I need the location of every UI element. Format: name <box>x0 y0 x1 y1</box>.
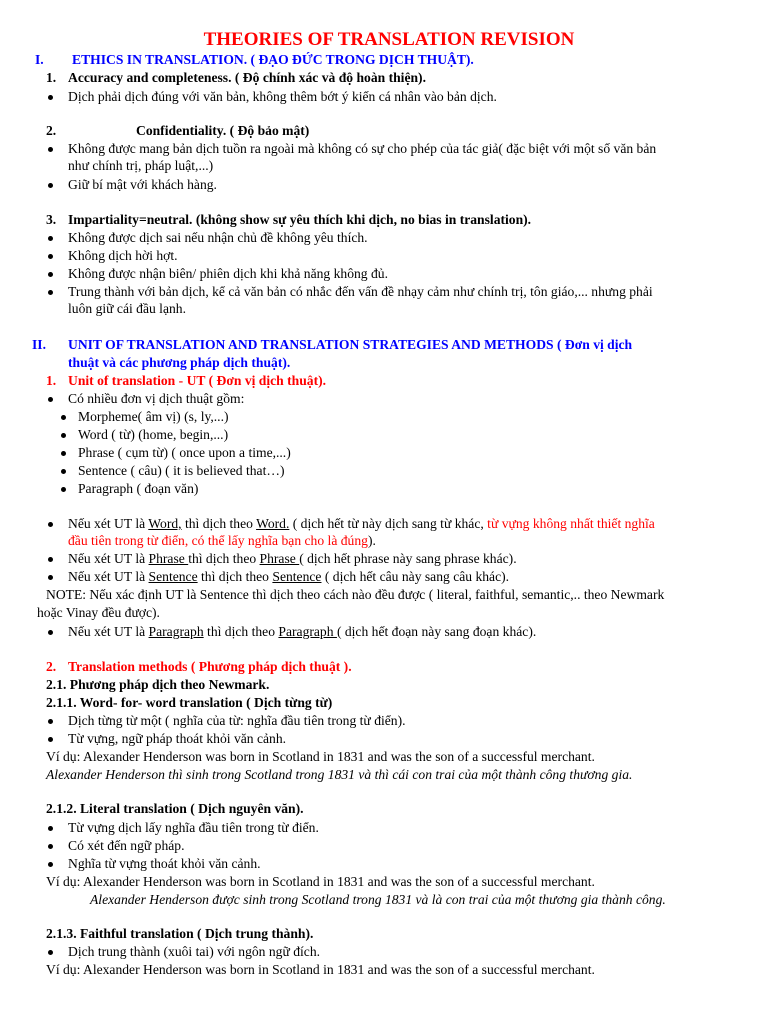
list-item: Không dịch hời hợt. <box>68 248 178 263</box>
bullet <box>48 254 53 259</box>
list-item: Dịch trung thành (xuôi tai) với ngôn ngữ đích. <box>68 944 321 959</box>
page-title: THEORIES OF TRANSLATION REVISION <box>203 29 575 50</box>
note: NOTE: Nếu xác định UT là Sentence thì dịch theo cách nào đều được ( literal, faithful, semantic,.. theo Newmark <box>46 587 665 602</box>
list-item-continuation: như chính trị, pháp luật,...) <box>68 158 214 173</box>
list-item: Không được dịch sai nếu nhận chủ đề không yêu thích. <box>68 230 368 245</box>
unit-item-word: Word ( từ) (home, begin,...) <box>78 427 229 442</box>
note-continuation: hoặc Vinay đều được). <box>37 605 160 620</box>
bullet <box>61 451 66 456</box>
example-translation: Alexander Henderson thì sinh trong Scotland trong 1831 và thì cái con trai của một thành công thương gia. <box>46 767 633 782</box>
bullet <box>48 950 53 955</box>
bullet <box>48 826 53 831</box>
list-item: Giữ bí mật với khách hàng. <box>68 177 217 192</box>
bullet <box>48 147 53 152</box>
list-item: Dịch từng từ một ( nghĩa của từ: nghĩa đầu tiên trong từ điển). <box>68 713 406 728</box>
bullet <box>48 290 53 295</box>
unit-intro: Có nhiều đơn vị dịch thuật gồm: <box>68 391 245 406</box>
list-item: Không được nhận biên/ phiên dịch khi khả năng không đủ. <box>68 266 388 281</box>
bullet <box>48 236 53 241</box>
list-item: Dịch phải dịch đúng với văn bản, không thêm bớt ý kiến cá nhân vào bản dịch. <box>68 89 497 104</box>
item-1-heading: Accuracy and completeness. ( Độ chính xác và độ hoàn thiện). <box>68 70 426 85</box>
list-item-continuation: luôn giữ cái đầu lạnh. <box>68 301 186 316</box>
list-item: Trung thành với bản dịch, kể cả văn bản có nhắc đến vấn đề nhạy cảm như chính trị, tôn giáo,... nhưng phải <box>68 284 653 299</box>
bullet <box>61 433 66 438</box>
bullet <box>48 844 53 849</box>
bullet <box>48 397 53 402</box>
bullet <box>48 719 53 724</box>
unit-item-sentence: Sentence ( câu) ( it is believed that…) <box>78 463 285 478</box>
newmark-subheading: 2.1. Phương pháp dịch theo Newmark. <box>46 677 270 692</box>
bullet <box>48 575 53 580</box>
faithful-heading: 2.1.3. Faithful translation ( Dịch trung thành). <box>46 926 314 941</box>
item-3-number: 3. <box>46 212 57 227</box>
section-1-number: I. <box>35 52 44 67</box>
section-2-heading: UNIT OF TRANSLATION AND TRANSLATION STRATEGIES AND METHODS ( Đơn vị dịch <box>68 337 633 352</box>
bullet <box>61 469 66 474</box>
bullet <box>48 630 53 635</box>
bullet <box>48 557 53 562</box>
item-3-heading: Impartiality=neutral. (không show sự yêu thích khi dịch, no bias in translation). <box>68 212 532 227</box>
example: Ví dụ: Alexander Henderson was born in Scotland in 1831 and was the son of a successful merchant. <box>46 874 595 889</box>
bullet <box>48 522 53 527</box>
section-2-heading-continuation: thuật và các phương pháp dịch thuật). <box>68 355 291 370</box>
word-rule: Nếu xét UT là Word, thì dịch theo Word. ( dịch hết từ này dịch sang từ khác, từ vựng không nhất thiết nghĩa <box>68 516 655 531</box>
bullet <box>61 415 66 420</box>
example: Ví dụ: Alexander Henderson was born in Scotland in 1831 and was the son of a successful merchant. <box>46 962 595 977</box>
section-1-heading: ETHICS IN TRANSLATION. ( ĐẠO ĐỨC TRONG DỊCH THUẬT). <box>72 52 474 67</box>
word-for-word-heading: 2.1.1. Word- for- word translation ( Dịch từng từ) <box>46 695 333 710</box>
word-rule-continuation: đầu tiên trong từ điển, có thể lấy nghĩa bạn cho là đúng). <box>68 533 376 548</box>
list-item: Từ vựng, ngữ pháp thoát khỏi văn cảnh. <box>68 731 287 746</box>
unit-item-phrase: Phrase ( cụm từ) ( once upon a time,...) <box>78 445 291 460</box>
item-1-number: 1. <box>46 70 57 85</box>
item-2-heading: Confidentiality. ( Độ bảo mật) <box>136 123 310 138</box>
section-2-number: II. <box>32 337 46 352</box>
bullet <box>48 95 53 100</box>
unit-item-morpheme: Morpheme( âm vị) (s, ly,...) <box>78 409 229 424</box>
bullet <box>48 862 53 867</box>
unit-item-paragraph: Paragraph ( đoạn văn) <box>78 481 199 496</box>
methods-heading: Translation methods ( Phương pháp dịch thuật ). <box>68 659 352 674</box>
bullet <box>48 272 53 277</box>
item-2-number: 2. <box>46 123 57 138</box>
bullet <box>48 737 53 742</box>
unit-number: 1. <box>46 373 57 388</box>
sentence-rule: Nếu xét UT là Sentence thì dịch theo Sentence ( dịch hết câu này sang câu khác). <box>68 569 510 584</box>
example: Ví dụ: Alexander Henderson was born in Scotland in 1831 and was the son of a successful merchant. <box>46 749 595 764</box>
methods-number: 2. <box>46 659 57 674</box>
bullet <box>61 487 66 492</box>
example-translation: Alexander Henderson được sinh trong Scotland trong 1831 và là con trai của một thương gia thành công. <box>90 892 666 907</box>
list-item: Nghĩa từ vựng thoát khỏi văn cảnh. <box>68 856 261 871</box>
list-item: Từ vựng dịch lấy nghĩa đầu tiên trong từ điển. <box>68 820 319 835</box>
phrase-rule: Nếu xét UT là Phrase thì dịch theo Phrase ( dịch hết phrase này sang phrase khác). <box>68 551 517 566</box>
list-item: Có xét đến ngữ pháp. <box>68 838 185 853</box>
unit-heading: Unit of translation - UT ( Đơn vị dịch thuật). <box>68 373 327 388</box>
literal-heading: 2.1.2. Literal translation ( Dịch nguyên văn). <box>46 801 304 816</box>
paragraph-rule: Nếu xét UT là Paragraph thì dịch theo Paragraph ( dịch hết đoạn này sang đoạn khác). <box>68 624 537 639</box>
bullet <box>48 183 53 188</box>
list-item: Không được mang bản dịch tuồn ra ngoài mà không có sự cho phép của tác giả( đặc biệt với một số văn bản <box>68 141 657 156</box>
